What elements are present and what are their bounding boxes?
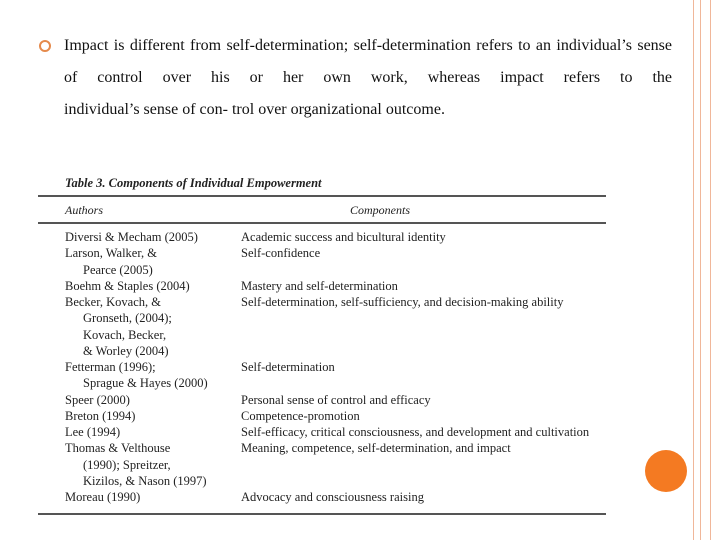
component-cell: Self-determination, self-sufficiency, and decision-making ability <box>241 295 564 309</box>
component-cell: Self-efficacy, critical consciousness, and development and cultivation <box>241 425 590 439</box>
author-cell: Lee (1994) <box>65 425 121 439</box>
header-components: Components <box>350 203 410 217</box>
component-cell: Competence-promotion <box>241 408 360 423</box>
author-cell: Becker, Kovach, & <box>65 295 161 309</box>
author-cell: Larson, Walker, & <box>65 246 157 261</box>
author-cell: Diversi & Mecham (2005) <box>65 230 198 244</box>
table-top-rule <box>38 195 606 197</box>
author-cell: Boehm & Staples (2004) <box>65 278 190 293</box>
author-cell: Thomas & Velthouse <box>65 441 171 456</box>
component-cell: Meaning, competence, self-determination, and impact <box>241 441 511 456</box>
bullet-line-2: individual’s sense of control over his or her own work, whereas impact refers to the <box>64 37 673 86</box>
margin-rule-3 <box>710 0 711 540</box>
author-cell: Kovach, Becker, <box>83 327 167 342</box>
author-cell: Gronseth, (2004); <box>83 311 172 326</box>
bullet-icon <box>39 40 51 52</box>
component-cell: Self-confidence <box>241 246 321 261</box>
author-cell: Sprague & Hayes (2000) <box>83 376 208 391</box>
component-cell: Self-determination <box>241 360 335 374</box>
bullet-paragraph <box>64 30 672 126</box>
author-cell: & Worley (2004) <box>83 343 169 358</box>
header-authors: Authors <box>65 203 104 217</box>
author-cell: (1990); Spreitzer, <box>83 457 171 472</box>
author-cell: Kizilos, & Nason (1997) <box>83 473 207 488</box>
table-bottom-rule <box>38 513 606 515</box>
table-header-rule <box>38 222 606 224</box>
author-cell: Fetterman (1996); <box>65 360 156 374</box>
bullet-line-1: Impact is different from self-determination; self-determination refers to an <box>64 37 552 54</box>
author-cell: Breton (1994) <box>65 408 136 423</box>
decorative-orange-circle <box>645 450 687 492</box>
author-cell: Speer (2000) <box>65 392 130 407</box>
component-cell: Advocacy and consciousness raising <box>241 490 424 504</box>
table-title: Table 3. Components of Individual Empowerment <box>65 176 322 190</box>
author-cell: Moreau (1990) <box>65 490 141 504</box>
margin-rule-1 <box>693 0 694 540</box>
component-cell: Mastery and self-determination <box>241 278 398 293</box>
author-cell: Pearce (2005) <box>83 262 153 277</box>
margin-rule-2 <box>700 0 701 540</box>
component-cell: Personal sense of control and efficacy <box>241 392 431 407</box>
bullet-line-3: individual’s sense of con- trol over organizational outcome. <box>64 101 445 118</box>
component-cell: Academic success and bicultural identity <box>241 230 446 244</box>
